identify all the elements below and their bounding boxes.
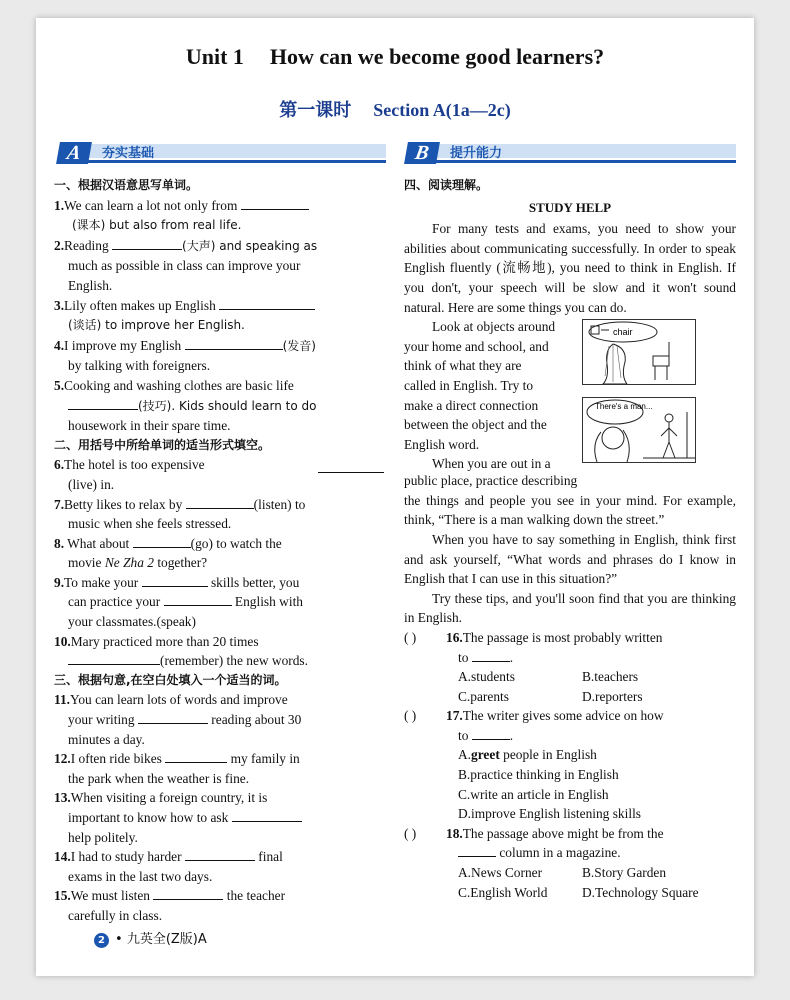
- option[interactable]: C.write an article in English: [458, 786, 609, 802]
- part-b-label: 提升能力: [450, 146, 503, 161]
- answer-blank[interactable]: [112, 236, 182, 250]
- question-3: 3.Lily often makes up English (谈话) to improve her English.: [54, 296, 384, 336]
- answer-blank[interactable]: [68, 651, 160, 665]
- question-18-options: [404, 863, 736, 883]
- question-2: 2.Reading (大声) and speaking as much as possible in class can improve your English.: [54, 237, 318, 293]
- question-18-options-2: [404, 883, 736, 903]
- passage-title: STUDY HELP: [528, 199, 612, 215]
- answer-blank[interactable]: [458, 843, 496, 857]
- question-9: 9.To make your skills better, you can practice your English with your classmates.(speak): [54, 574, 303, 630]
- answer-blank[interactable]: [164, 592, 232, 606]
- book-name: 九英全(Z版)A: [126, 932, 207, 947]
- answer-blank[interactable]: [241, 196, 309, 210]
- answer-paren[interactable]: ( ): [404, 629, 417, 645]
- passage-picture-area: [404, 317, 736, 473]
- answer-blank[interactable]: [165, 749, 227, 763]
- option[interactable]: A.News Corner: [458, 865, 543, 881]
- question-5: 5.Cooking and washing clothes are basic life (技巧). Kids should learn to do housework in their spare time.: [54, 377, 317, 434]
- answer-blank[interactable]: [138, 710, 208, 724]
- question-6: 6.The hotel is too expensive (live) in.: [54, 455, 384, 494]
- part-a-label: 夯实基础: [102, 146, 155, 161]
- option[interactable]: A.greet people in English: [458, 747, 597, 763]
- question-7: 7.Betty likes to relax by (listen) to music when she feels stressed.: [54, 496, 306, 532]
- passage-paragraph-5: Try these tips, and you'll soon find that you are thinking in English.: [404, 590, 736, 626]
- answer-blank[interactable]: [472, 726, 510, 740]
- section-heading-2: 二、用括号中所给单词的适当形式填空。: [54, 437, 271, 452]
- option[interactable]: C.parents: [458, 688, 509, 704]
- part-b-header: [406, 142, 736, 166]
- section-heading-3: 三、根据句意,在空白处填入一个适当的词。: [54, 672, 287, 687]
- answer-paren[interactable]: ( ): [404, 825, 417, 841]
- question-4: 4.I improve my English (发音) by talking with foreigners.: [54, 337, 316, 374]
- section-heading-4: 四、阅读理解。: [404, 178, 489, 192]
- answer-blank[interactable]: [219, 296, 315, 310]
- question-1: 1.We can learn a lot not only from (课本) but also from real life.: [54, 196, 384, 236]
- passage-paragraph-1: For many tests and exams, you need to show your abilities about communicating successfully. In order to speak English fluently (流畅地), you need to think in English. If you don't, your speech will be slow and it won't sound natural. Here are some things you can do.: [404, 221, 736, 315]
- question-11: 11.You can learn lots of words and improve your writing reading about 30 minutes a day.: [54, 692, 302, 747]
- answer-blank[interactable]: [232, 808, 302, 822]
- section-title: 第一课时 Section A(1a—2c): [279, 100, 511, 121]
- answer-blank[interactable]: [185, 847, 255, 861]
- left-column: [54, 176, 384, 926]
- passage-paragraph-4: When you have to say something in English, think first and ask yourself, “What words and phrases do I know in English that I can use in this situation?”: [404, 531, 736, 587]
- man-bubble-text: There's a man...: [595, 402, 653, 412]
- question-10: 10.Mary practiced more than 20 times (remember) the new words.: [54, 633, 308, 669]
- option[interactable]: C.English World: [458, 884, 548, 900]
- worksheet-page: [36, 18, 754, 976]
- option[interactable]: D.reporters: [582, 688, 643, 704]
- question-16-options: [404, 667, 736, 687]
- answer-blank[interactable]: [153, 886, 223, 900]
- unit-title: Unit 1 How can we become good learners?: [185, 44, 605, 69]
- question-18: ( ) 18.The passage above might be from the column in a magazine.: [404, 825, 664, 861]
- option[interactable]: A.students: [458, 669, 515, 685]
- question-17-options: [404, 745, 736, 823]
- question-8: 8. What about (go) to watch the movie Ne Zha 2 together?: [54, 535, 282, 571]
- question-14: 14.I had to study harder final exams in the last two days.: [54, 849, 283, 884]
- answer-blank[interactable]: [142, 573, 208, 587]
- answer-blank[interactable]: [133, 534, 191, 548]
- option[interactable]: D.improve English listening skills: [458, 806, 642, 822]
- answer-blank[interactable]: [318, 459, 384, 473]
- answer-blank[interactable]: [186, 495, 254, 509]
- page-footer: 2 • 九英全(Z版)A: [94, 928, 207, 948]
- question-17: ( ) 17.The writer gives some advice on how to .: [404, 708, 664, 743]
- part-a-header: [58, 142, 386, 166]
- answer-blank[interactable]: [472, 648, 510, 662]
- chair-illustration: [582, 319, 696, 385]
- passage-paragraph-3: public place, practice describing the things and people you see in your mind. For example, think, “There is a man walking down the street.”: [404, 473, 736, 528]
- part-b-letter: B: [404, 142, 440, 164]
- page-number: 2: [94, 933, 109, 948]
- option[interactable]: D.Technology Square: [582, 884, 699, 900]
- passage-paragraph-2: Look at objects around your home and school, and think of what they are called in English. Try to make a direct connection between the object and the English word. When you are out in a: [404, 319, 556, 472]
- option[interactable]: B.Story Garden: [582, 865, 667, 881]
- option[interactable]: B.teachers: [582, 669, 639, 685]
- answer-blank[interactable]: [68, 396, 138, 410]
- right-column: [404, 176, 736, 902]
- part-a-letter: A: [56, 142, 92, 164]
- option[interactable]: B.practice thinking in English: [458, 767, 619, 783]
- answer-paren[interactable]: ( ): [404, 708, 417, 724]
- question-12: 12.I often ride bikes my family in the park when the weather is fine.: [54, 751, 300, 786]
- answer-blank[interactable]: [185, 336, 283, 350]
- question-15: 15.We must listen the teacher carefully in class.: [54, 888, 286, 923]
- section-heading-1: 一、根据汉语意思写单词。: [54, 178, 199, 192]
- question-13: 13.When visiting a foreign country, it is important to know how to ask help politely.: [54, 788, 384, 847]
- question-16-options-2: [404, 687, 736, 707]
- man-walking-illustration: [582, 397, 696, 463]
- question-16: ( ) 16.The passage is most probably written to .: [404, 629, 663, 665]
- chair-bubble-text: chair: [613, 327, 633, 338]
